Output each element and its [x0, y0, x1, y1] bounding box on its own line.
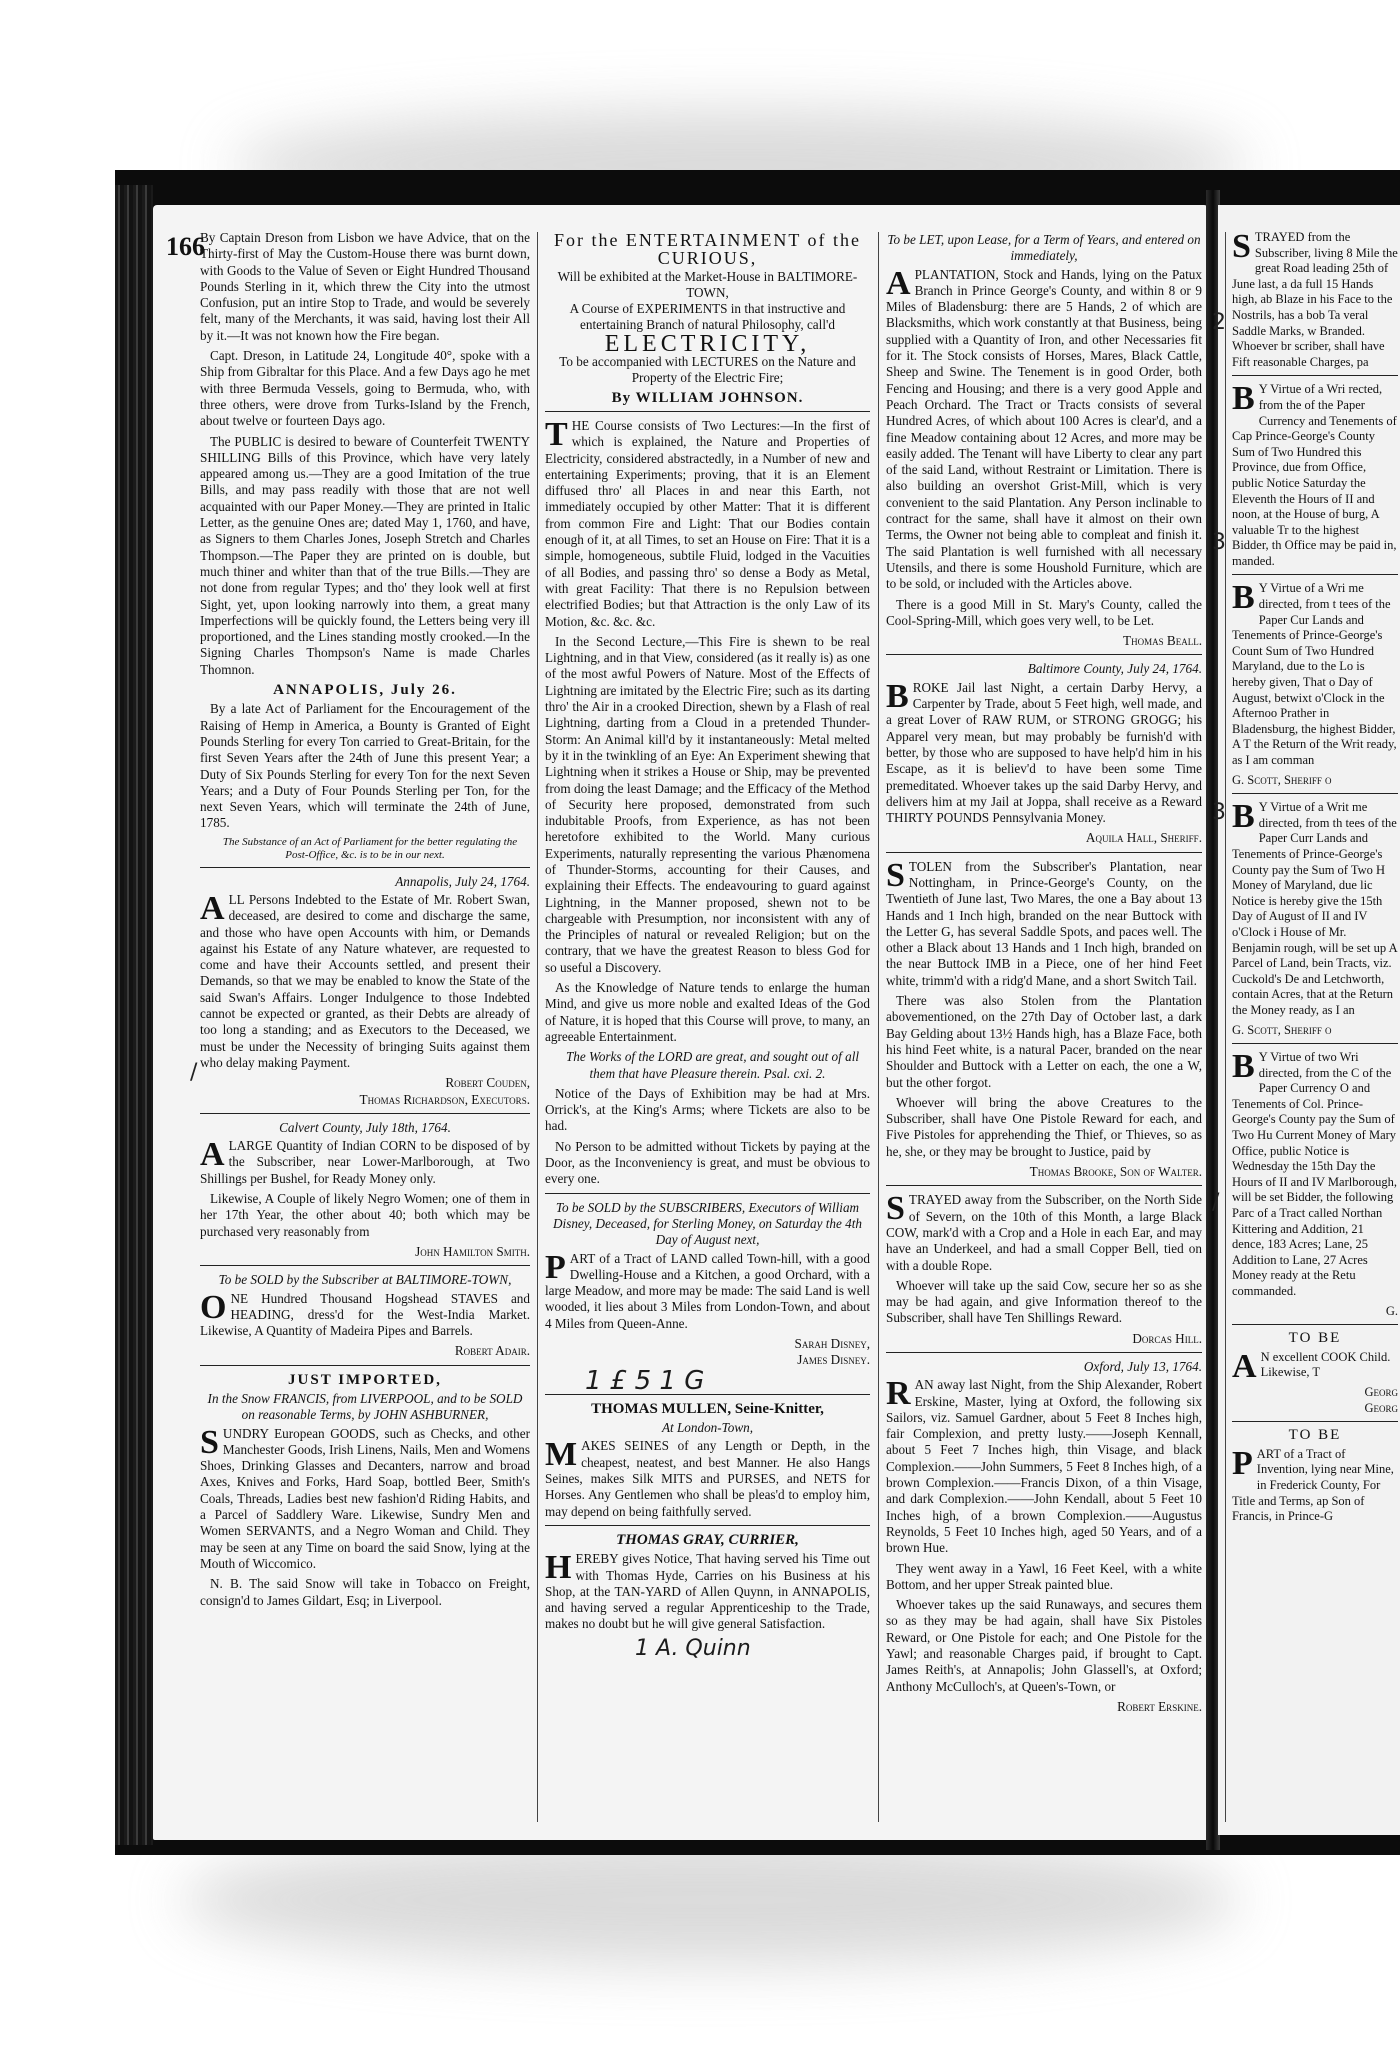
imported-head: JUST IMPORTED,	[288, 1371, 442, 1388]
drop-cap: B	[886, 677, 909, 715]
divider	[1232, 1043, 1398, 1044]
gray-head: THOMAS GRAY, CURRIER,	[616, 1531, 799, 1548]
drop-cap: S	[886, 856, 905, 894]
divider	[1232, 375, 1398, 376]
ad-writ-3	[1232, 800, 1398, 1018]
ad-writ-1-text: Y Virtue of a Wri rected, from the of the Paper Currency and Tenements of Cap Prince-George's County Sum of Two Hundred this Province, due from Office, public Notice Saturday the Eleventh the Hours of II and noon, at the House of burg, A valuable Tr to the highest Bidder, th Office may be paid in, manded.	[1232, 382, 1397, 568]
electricity-head-6: To be accompanied with LECTURES on the Nature and Property of the Electric Fire;	[559, 354, 856, 386]
book-spine	[115, 185, 153, 1845]
signer: Thomas Richardson,	[359, 1091, 468, 1107]
divider	[200, 1113, 530, 1114]
ad-hervy	[886, 677, 1202, 827]
drop-cap: O	[200, 1288, 227, 1326]
signer: Sarah Disney,	[794, 1336, 870, 1351]
page-number: 166	[166, 232, 205, 261]
ad-gray-text: EREBY gives Notice, That having served his Time out with Thomas Hyde, Carries on his Business at his Shop, at the TAN-YARD of Allen Quynn, in ANNAPOLIS, and having served a regular Apprenticeship to the Trade, makes no doubt but he will give general Satisfaction.	[545, 1551, 870, 1632]
ad-plantation	[886, 264, 1202, 593]
ad-swan-text: LL Persons Indebted to the Estate of Mr. Robert Swan, deceased, are desired to come and discharge the same, and those who have open Accounts with him, or Demands against his Estate of any Nature whatever, are requested to come and have their Accounts settled, and present their Demands, so that we may be enabled to know the State of the said Swan's Affairs. Longer Indulgence to those Indebted cannot be expected or granted, as their Debts are already of too long a standing; and as Executors to the Deceased, we must be under the Necessity of bringing Suits against them who delay making Payment.	[200, 891, 530, 1070]
signer-role: Executors.	[471, 1091, 530, 1107]
post-office-note: The Substance of an Act of Parliament for the better regulating the Post-Office, &c. is to be in our next.	[222, 835, 518, 861]
ad-corn-text: LARGE Quantity of Indian CORN to be disposed of by the Subscriber, near Lower-Marlborough, at Two Shillings per Bushel, for Ready Money only.	[200, 1138, 530, 1186]
ad-corn-women: Likewise, A Couple of likely Negro Women; one of them in her 17th Year, the other about 40; both which may be purchased very reasonably from	[200, 1191, 530, 1239]
column-rule-2	[878, 232, 879, 1822]
signature: Robert Erskine.	[1117, 1698, 1202, 1714]
ad-writ-4-text: Y Virtue of two Wri directed, from the C of the Paper Currency O and Tenements of Col. Prince-George's County pay the Sum of Two Hu Current Money of Mary Office, public Notice is Wednesday the 15th Day the Hours of II and IV Marlborough, will be set Bidder, the following Parc of a Tract called Northan Kittering and Addition, 21 dence, 183 Acres; Lane, 25 Addition to Lane, 27 Acres Money ready at the Retu commanded.	[1232, 1050, 1398, 1298]
ad-swan-estate	[200, 889, 530, 1071]
margin-mark-5: /	[1212, 1190, 1220, 1215]
drop-cap: H	[545, 1549, 572, 1587]
drop-cap: P	[1232, 1444, 1253, 1482]
ad-disney	[545, 1248, 870, 1332]
disney-head: To be SOLD by the SUBSCRIBERS, Executors of William Disney, Deceased, for Sterling Money, on Saturday the 4th Day of August next,	[553, 1199, 862, 1248]
ad-strayed-cow-text: TRAYED away from the Subscriber, on the North Side of Severn, on the 10th of this Month, a large Black COW, mark'd with a Crop and a Hole in each Ear, and may have an Underkeel, and had a small Copper Bell, tied on with a double Rope.	[886, 1192, 1202, 1273]
column-rule-3	[1225, 232, 1226, 1822]
drop-cap: S	[200, 1423, 219, 1461]
let-head: To be LET, upon Lease, for a Term of Years, and entered on immediately,	[887, 232, 1201, 264]
ad-stolen-text: TOLEN from the Subscriber's Plantation, near Nottingham, in Prince-George's County, on the Twentieth of June last, Two Mares, the one a Bay about 13 Hands and 1 Inch high, branded on the near Buttock with the Letter G, has several Saddle Spots, and paces well. The other a Black about 13 Hands and 1 Inch high, branded on the near Buttock IMB in a Piece, one of her hind Feet white, trimm'd with a ridg'd Mane, and a short Switch Tail.	[886, 858, 1202, 988]
divider	[1232, 1421, 1398, 1422]
ad-stolen-gelding: There was also Stolen from the Plantation abovementioned, on the 27th Day of October last, a dark Bay Gelding about 13½ Hands high, has a Blaze Face, both his hind Feet white, is a natural Pacer, branded on the near Shoulder and Buttock with a Letter on each, the one a W, but the other forgot.	[886, 993, 1202, 1090]
electricity-p1-text: HE Course consists of Two Lectures:—In the first of which is explained, the Nature and Properties of Electricity, considered abstractedly, in a Number of new and entertaining Experiments; proving, that it is an Element diffused thro' all Places in and near this Earth, not immediately occupied by other Matter: That it is different from common Fire and Light: That our Bodies contain enough of it, at all Times, to set an House on Fire: That it is a simple, homogeneous, subtile Fluid, lodged in the Vacuities of all Bodies, and passing thro' so dense a Body as Metal, with great Facility: That there is no Repulsion between electrified Bodies; but that Attraction is the only Law of its Motion, &c. &c. &c.	[545, 417, 870, 629]
ad-mine-text: ART of a Tract of Invention, lying near Mine, in Frederick County, For Title and Terms, ap Son of Francis, in Prince-G	[1232, 1446, 1394, 1524]
ad-disney-text: ART of a Tract of LAND called Town-hill, with a good Dwelling-House and a Kitchen, a good Orchard, with a large Meadow, and more may be made: The said Land is well wooded, it lies about 3 Miles from London-Town, and about 4 Miles from Queen-Anne.	[545, 1250, 870, 1331]
ad-imported	[200, 1423, 530, 1573]
article-counterfeit-bills: The PUBLIC is desired to beware of Counterfeit TWENTY SHILLING Bills of this Province, which have very lately appeared among us.—They are a good Imitation of the true Bills, and may pass readily with those that are not well acquainted with our Paper Money.—They are printed in Italic Letter, as the genuine Ones are; dated May 1, 1760, and have, as Signers to them Charles Jones, Joseph Stretch and Charles Thompson.—The Paper they are printed on is double, but much thiner and whiter than that of the true Bills.—They are not done from regular Types; and tho' they look well at first Sight, yet, upon looking narrowly into them, a great many Imperfections will be quickly found, the Letters being very ill proportioned, and the Lines standing mostly crooked.—In the Signing Charles Thompson's Name is made Charles Thomnon.	[200, 433, 530, 677]
ad-mine	[1232, 1444, 1398, 1525]
drop-cap: A	[200, 889, 225, 927]
ad-runaways-text: AN away last Night, from the Ship Alexander, Robert Erskine, Master, lying at Oxford, the following six Sailors, viz. Samuel Gardner, about 5 Feet 8 Inches high, fair Complexion, and pretty lusty.——Joseph Kennall, about 5 Feet 7 Inches high, thin Visage, and black Complexion.——John Summers, 5 Feet 8 Inches high, of a brown Complexion.——Francis Dixon, of a thin Visage, and dark Complexion.——John Kendall, about 5 Feet 10 Inches high, of a brown Complexion.——Augustus Reynolds, 5 Feet 10 Inches high, aged 50 Years, and of a brown Hue.	[886, 1377, 1202, 1556]
drop-cap: R	[886, 1375, 911, 1413]
electricity-p2: In the Second Lecture,—This Fire is shewn to be real Lightning, and in that View, considered (as it really is) as one of the most awful Powers of Nature. Most of the Effects of Lightning are imitated by the Electric Fire; such as its darting thro' the Air in a crooked Direction, shewn by a Flash of real Lightning, darting from a Cloud in a pretended Thunder-Storm: An Animal kill'd by it instantaneously: Metal melted by it in the twinkling of an Eye: An Experiment shewing that Lightning when it strikes a House or Ship, may be prevented from doing the least Damage; and the Efficacy of the Method of Security here proposed, demonstrated from such indubitable Proofs, from Experience, as has not been heretofore exhibited to the World. Many curious Experiments, naturally representing the various Phænomena of Thunder-Storms, accounting for their Causes, and explaining their Effects. The endeavouring to guard against Lightning, in the Manner proposed, shewn not to be chargeable with Presumption, nor inconsistent with any of the Principles of natural or revealed Religion; but on the contrary, that we have the greatest Reason to bless God for so useful a Discovery.	[545, 633, 870, 975]
mullen-sub: At London-Town,	[661, 1420, 754, 1436]
signature: Thomas Brooke, Son of Walter.	[1029, 1164, 1202, 1180]
cook-head: TO BE	[1288, 1330, 1342, 1347]
electricity-head-2: CURIOUS,	[657, 248, 758, 269]
drop-cap: T	[545, 415, 568, 453]
electricity-p3: As the Knowledge of Nature tends to enlarge the human Mind, and give us more noble and exalted Ideas of the God of Nature, it is hoped that this Course will prove, to many, an agreeable Entertainment.	[545, 980, 870, 1044]
corn-dateline: Calvert County, July 18th, 1764.	[279, 1119, 451, 1135]
signature: Georg	[1364, 1400, 1398, 1415]
margin-mark-1: /	[190, 1060, 198, 1085]
signer: Robert Couden,	[445, 1075, 530, 1091]
handwritten-note: 1 £ 5 1 G	[585, 1365, 705, 1396]
divider	[886, 1352, 1202, 1353]
oxford-dateline: Oxford, July 13, 1764.	[1083, 1359, 1202, 1374]
signature: G. Scott, Sheriff o	[1232, 772, 1332, 787]
signature: Georg	[1364, 1384, 1398, 1399]
electricity-head-4: A Course of EXPERIMENTS in that instructive and entertaining Branch of natural Philosophy, call'd	[569, 301, 846, 333]
drop-cap: B	[1232, 380, 1255, 418]
column-3	[886, 230, 1202, 1830]
swan-dateline: Annapolis, July 24, 1764.	[395, 873, 530, 889]
divider	[886, 1185, 1202, 1186]
drop-cap: A	[200, 1136, 225, 1174]
ad-mullen	[545, 1438, 870, 1519]
ad-hervy-text: ROKE Jail last Night, a certain Darby Hervy, a Carpenter by Trade, about 5 Feet high, well made, and a great Lover of RAW RUM, or STRONG GROGG; his Apparel very mean, but may probably be furnish'd with better, by those who are supposed to have help'd him in his Escape, as it is believ'd to have been some Time premeditated. Whoever takes up the said Darby Hervy, and delivers him at my Jail at Joppa, shall receive as a Reward THIRTY POUNDS Pennsylvania Money.	[886, 679, 1202, 826]
ad-writ-3-text: Y Virtue of a Writ me directed, from th tees of the Paper Curr Lands and Tenements of Prince-George's County pay the Sum of Two H Money of Maryland, due lic Notice is hereby give the 15th Day of August of II and IV o'Clock i House of Mr. Benjamin rough, will be set up A Parcel of Land, bein Tracts, viz. Cuckold's De and Letchworth, contain Acres, that at the Return the Money ready, as I an	[1232, 800, 1397, 1017]
electricity-author: By WILLIAM JOHNSON.	[611, 389, 804, 406]
divider	[1232, 1324, 1398, 1325]
ad-corn	[200, 1138, 530, 1187]
article-hemp-bounty: By a late Act of Parliament for the Encouragement of the Raising of Hemp in America, a Bounty is Granted of Eight Pounds Sterling for every Ton carried to Great-Britain, for the first Seven Years after the 24th of June this present Year; a Duty of Six Pounds Sterling for every Ton for the next Seven Years; and a Duty of Four Pounds Sterling per Ton, for the next Seven Years, which will terminate the 24th of June, 1785.	[200, 701, 530, 831]
ad-stolen-reward: Whoever will bring the above Creatures to the Subscriber, shall have One Pistole Reward for each, and Five Pistoles for apprehending the Thief, or Thieves, so as he, she, or they may be brought to Justice, paid by	[886, 1094, 1202, 1159]
divider	[200, 1365, 530, 1366]
signature	[545, 1336, 870, 1369]
drop-cap: P	[545, 1248, 566, 1286]
drop-cap: B	[1232, 798, 1255, 836]
ad-strayed-horse	[1232, 230, 1398, 370]
electricity-p1	[545, 415, 870, 630]
divider	[545, 1193, 870, 1194]
article-lisbon-fire: By Captain Dreson from Lisbon we have Advice, that on the Thirty-first of May the Custom-House there was burnt down, with Goods to the Value of Seven or Eight Hundred Thousand Pounds Sterling in it, which threw the City into the utmost Confusion, put an intire Stop to Trade, and would be severely felt, many of the Merchants, it was said, having lost their All by it.—It was not known how the Fire began.	[200, 230, 530, 343]
ad-gray	[545, 1551, 870, 1632]
divider	[1232, 574, 1398, 575]
electricity-psalm: The Works of the LORD are great, and sought out of all them that have Pleasure therein. Psal. cxi. 2.	[565, 1049, 860, 1081]
mine-head: TO BE	[1288, 1427, 1342, 1444]
ad-imported-nb: N. B. The said Snow will take in Tobacco on Freight, consign'd to James Gildart, Esq; in Liverpool.	[200, 1576, 530, 1608]
signature	[200, 1075, 530, 1108]
margin-mark-2: 2	[1212, 310, 1226, 335]
divider	[886, 654, 1202, 655]
drop-cap: A	[1232, 1347, 1257, 1385]
signature: G. Scott, Sheriff o	[1232, 1022, 1332, 1037]
ad-mill: There is a good Mill in St. Mary's County, called the Cool-Spring-Mill, which goes very well, to be Let.	[886, 596, 1202, 628]
ad-strayed-horse-text: TRAYED from the Subscriber, living 8 Mile the great Road leading 25th of June last, a da full 15 Hands high, ab Blaze in his Face to the Nostrils, has a bob Ta veral Saddle Marks, w Branded. Whoever br scriber, shall have Fift reasonable Charges, pa	[1232, 230, 1398, 369]
margin-mark-3: 3	[1212, 530, 1226, 555]
signature: G.	[1385, 1303, 1398, 1318]
divider	[545, 411, 870, 412]
ad-runaways-reward: Whoever takes up the said Runaways, and secures them so as they may be had again, shall have Six Pistoles Reward, or One Pistole for each; and One Pistole for the Yawl; and reasonable Charges paid, if brought to Capt. James Reith's, at Annapolis; John Glassell's, at Oxford; Anthony McCulloch's, at Queen's-Town, or	[886, 1597, 1202, 1694]
signature: John Hamilton Smith.	[415, 1243, 530, 1259]
signature: Thomas Beall.	[1123, 633, 1202, 649]
hervy-dateline: Baltimore County, July 24, 1764.	[1027, 661, 1202, 677]
divider	[1232, 793, 1398, 794]
annapolis-dateline: ANNAPOLIS, July 26.	[273, 682, 457, 699]
electricity-p4: Notice of the Days of Exhibition may be had at Mrs. Orrick's, at the King's Arms; where Tickets are also to be had.	[545, 1085, 870, 1134]
ad-mullen-text: AKES SEINES of any Length or Depth, in the cheapest, neatest, and best Manner. He also Hangs Seines, makes Silk MITS and PURSES, and NETS for Horses. Any Gentlemen who shall be pleas'd to employ him, may depend on being faithfully served.	[545, 1438, 870, 1519]
electricity-head-1: For the ENTERTAINMENT of the	[553, 230, 862, 250]
ad-stolen	[886, 856, 1202, 989]
electricity-p5: No Person to be admitted without Tickets by paying at the Door, as the Inconveniency is great, and must be obvious to every one.	[545, 1138, 870, 1187]
staves-head: To be SOLD by the Subscriber at BALTIMORE-TOWN,	[218, 1272, 512, 1288]
imported-sub: In the Snow FRANCIS, from LIVERPOOL, and to be SOLD on reasonable Terms, by JOHN ASHBURNER,	[207, 1391, 523, 1423]
handwritten-signature: 1 A. Quinn	[635, 1635, 751, 1661]
drop-cap: M	[545, 1436, 578, 1474]
signature: Robert Adair.	[454, 1343, 530, 1359]
ad-strayed-cow	[886, 1192, 1202, 1273]
ad-plantation-text: PLANTATION, Stock and Hands, lying on the Patux Branch in Prince George's County, and within 8 or 9 Miles of Bladensburg: there are 5 Hands, 2 of which are Blacksmiths, which work constantly at that Business, being supplied with a Quantity of Iron, and other Necessaries fit for it. The Stock consists of Horses, Mares, Black Cattle, Sheep and Swine. The Tenement is in good Order, both Fencing and Housing; and there is a very good Apple and Peach Orchard. The Tract or Tracts consists of several Hundred Acres, of which about 100 Acres is clear'd, and a fine Meadow containing about 12 Acres, and more may be easily added. The Tenant will have Liberty to clear any part of the said Land, without Restraint or Limitation. There is also building an overshot Grist-Mill, which is very convenient to the said Plantation. Any Person inclinable to contract for the same, shall have it almost on their own Terms, the Owner not being able to compleat and finish it. The said Plantation is well furnished with all necessary Utensils, and there is some Houshold Furniture, which are to be sold, or included with the Articles above.	[886, 266, 1202, 592]
drop-cap: B	[1232, 579, 1255, 617]
divider	[200, 867, 530, 868]
ad-staves	[200, 1288, 530, 1340]
drop-cap: A	[886, 264, 911, 302]
signature: Aquila Hall, Sheriff.	[1085, 830, 1202, 846]
drop-cap: S	[886, 1190, 905, 1228]
article-dreson-ship: Capt. Dreson, in Latitude 24, Longitude 40°, spoke with a Ship from Gibraltar for this Place. And a few Days ago he met with three Bermuda Vessels, going to Bermuda, who, with three others, were drove from Turks-Island by the French, about twelve or fourteen Days ago.	[200, 348, 530, 429]
signer: James Disney.	[797, 1352, 870, 1368]
drop-cap: S	[1232, 230, 1251, 265]
ad-writ-1	[1232, 382, 1398, 569]
column-4	[1232, 230, 1398, 1830]
electricity-title: ELECTRICITY,	[604, 330, 811, 357]
drop-cap: B	[1232, 1048, 1255, 1086]
ad-imported-text: UNDRY European GOODS, such as Checks, and other Manchester Goods, Irish Linens, Nails, Men and Womens Shoes, Drinking Glasses and Decanters, narrow and broad Axes, Knives and Forks, Hard Soap, bottled Beer, Smith's Coals, Threads, Ladies best new fashion'd Riding Habits, and a Parcel of Saddlery Ware. Likewise, Sundry Men and Women SERVANTS, and a Negro Woman and Child. They may be seen at any Time on board the said Snow, lying at the Mouth of Wiccomico.	[200, 1425, 530, 1571]
column-2	[545, 230, 870, 1830]
ad-runaways-yawl: They went away in a Yawl, 16 Feet Keel, with a white Bottom, and her upper Streak painted blue.	[886, 1560, 1202, 1592]
ad-writ-4	[1232, 1050, 1398, 1300]
divider	[886, 852, 1202, 853]
column-rule-1	[537, 232, 538, 1822]
ad-cook-text: N excellent COOK Child. Likewise, T	[1260, 1349, 1391, 1380]
margin-mark-4: 3	[1212, 800, 1226, 825]
ad-runaways	[886, 1377, 1202, 1556]
ad-staves-text: NE Hundred Thousand Hogshead STAVES and HEADING, dress'd for the West-India Market. Likewise, A Quantity of Madeira Pipes and Barrels.	[200, 1290, 530, 1339]
ad-writ-2-text: Y Virtue of a Wri me directed, from t tees of the Paper Cur Lands and Tenements of Prince-George's Count Sum of Two Hundred Maryland, due to the Lo is hereby given, That o Day of August, betwixt o'Clock in the Afternoo Prather in Bladensburg, the highest Bidder, A T the Return of the Writ ready, as I am comman	[1232, 581, 1397, 767]
ad-cook	[1232, 1347, 1398, 1385]
ad-strayed-reward: Whoever will take up the said Cow, secure her so as she may be had again, and give Information thereof to the Subscriber, shall have Ten Shillings Reward.	[886, 1277, 1202, 1326]
column-1	[200, 230, 530, 1830]
ad-writ-2	[1232, 581, 1398, 768]
electricity-head-3: Will be exhibited at the Market-House in BALTIMORE-TOWN,	[557, 268, 858, 300]
divider	[200, 1265, 530, 1266]
divider	[545, 1525, 870, 1526]
signature: Dorcas Hill.	[1132, 1330, 1202, 1346]
mullen-head: THOMAS MULLEN, Seine-Knitter,	[591, 1400, 824, 1417]
